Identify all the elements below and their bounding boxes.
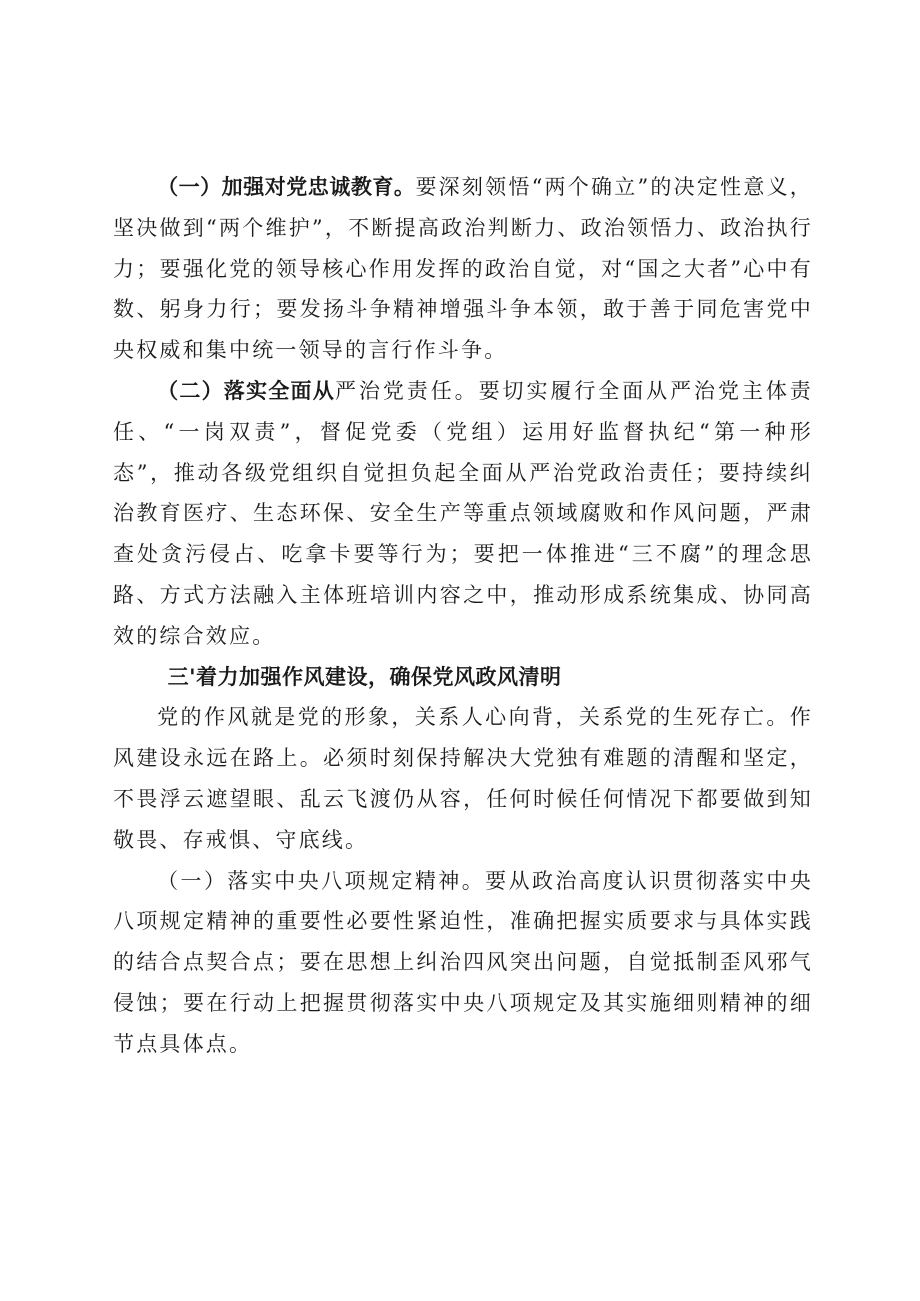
- paragraph-eight-point-rules: （一）落实中央八项规定精神。要从政治高度认识贯彻落实中央八项规定精神的重要性必要性紧迫性，准确把握实质要求与具体实践的结合点契合点；要在思想上纠治四风突出问题，自觉抵制歪风邪气侵蚀；要在行动上把握贯彻落实中央八项规定及其实施细则精神的细节点具体点。: [113, 868, 813, 1056]
- paragraph-heading: （二）落实全面从: [157, 378, 335, 403]
- section-heading: 三'着力加强作风建设，确保党风政风清明: [167, 664, 562, 689]
- paragraph-body: 要深刻领悟“两个确立”的决定性意义，坚决做到“两个维护”，不断提高政治判断力、政治领悟力、政治执行力；要强化党的领导核心作用发挥的政治自觉，对“国之大者”心中有数、躬身力行；要发扬斗争精神增强斗争本领，敢于善于同危害党中央权威和集中统一领导的言行作斗争。: [113, 175, 813, 363]
- paragraph-body: 严治党责任。要切实履行全面从严治党主体责任、“一岗双责”，督促党委（党组）运用好监督执纪“第一种形态”，推动各级党组织自觉担负起全面从严治党政治责任；要持续纠治教育医疗、生态环保、安全生产等重点领域腐败和作风问题，严肃查处贪污侵占、吃拿卡要等行为；要把一体推进“三不腐”的理念思路、方式方法融入主体班培训内容之中，推动形成系统集成、协同高效的综合效应。: [113, 378, 814, 648]
- paragraph-loyalty-education: [113, 167, 813, 371]
- paragraph-heading: （一）加强对党忠诚教育。: [157, 175, 416, 199]
- section-intro-paragraph: 党的作风就是党的形象，关系人心向背，关系党的生死存亡。作风建设永远在路上。必须时刻保持解决大党独有难题的清醒和坚定，不畏浮云遮望眼、乱云飞渡仍从容，任何时候任何情况下都要做到知敬畏、存戒惧、守底线。: [113, 705, 813, 852]
- paragraph-strict-governance: [113, 371, 813, 657]
- document-body: [113, 167, 813, 1065]
